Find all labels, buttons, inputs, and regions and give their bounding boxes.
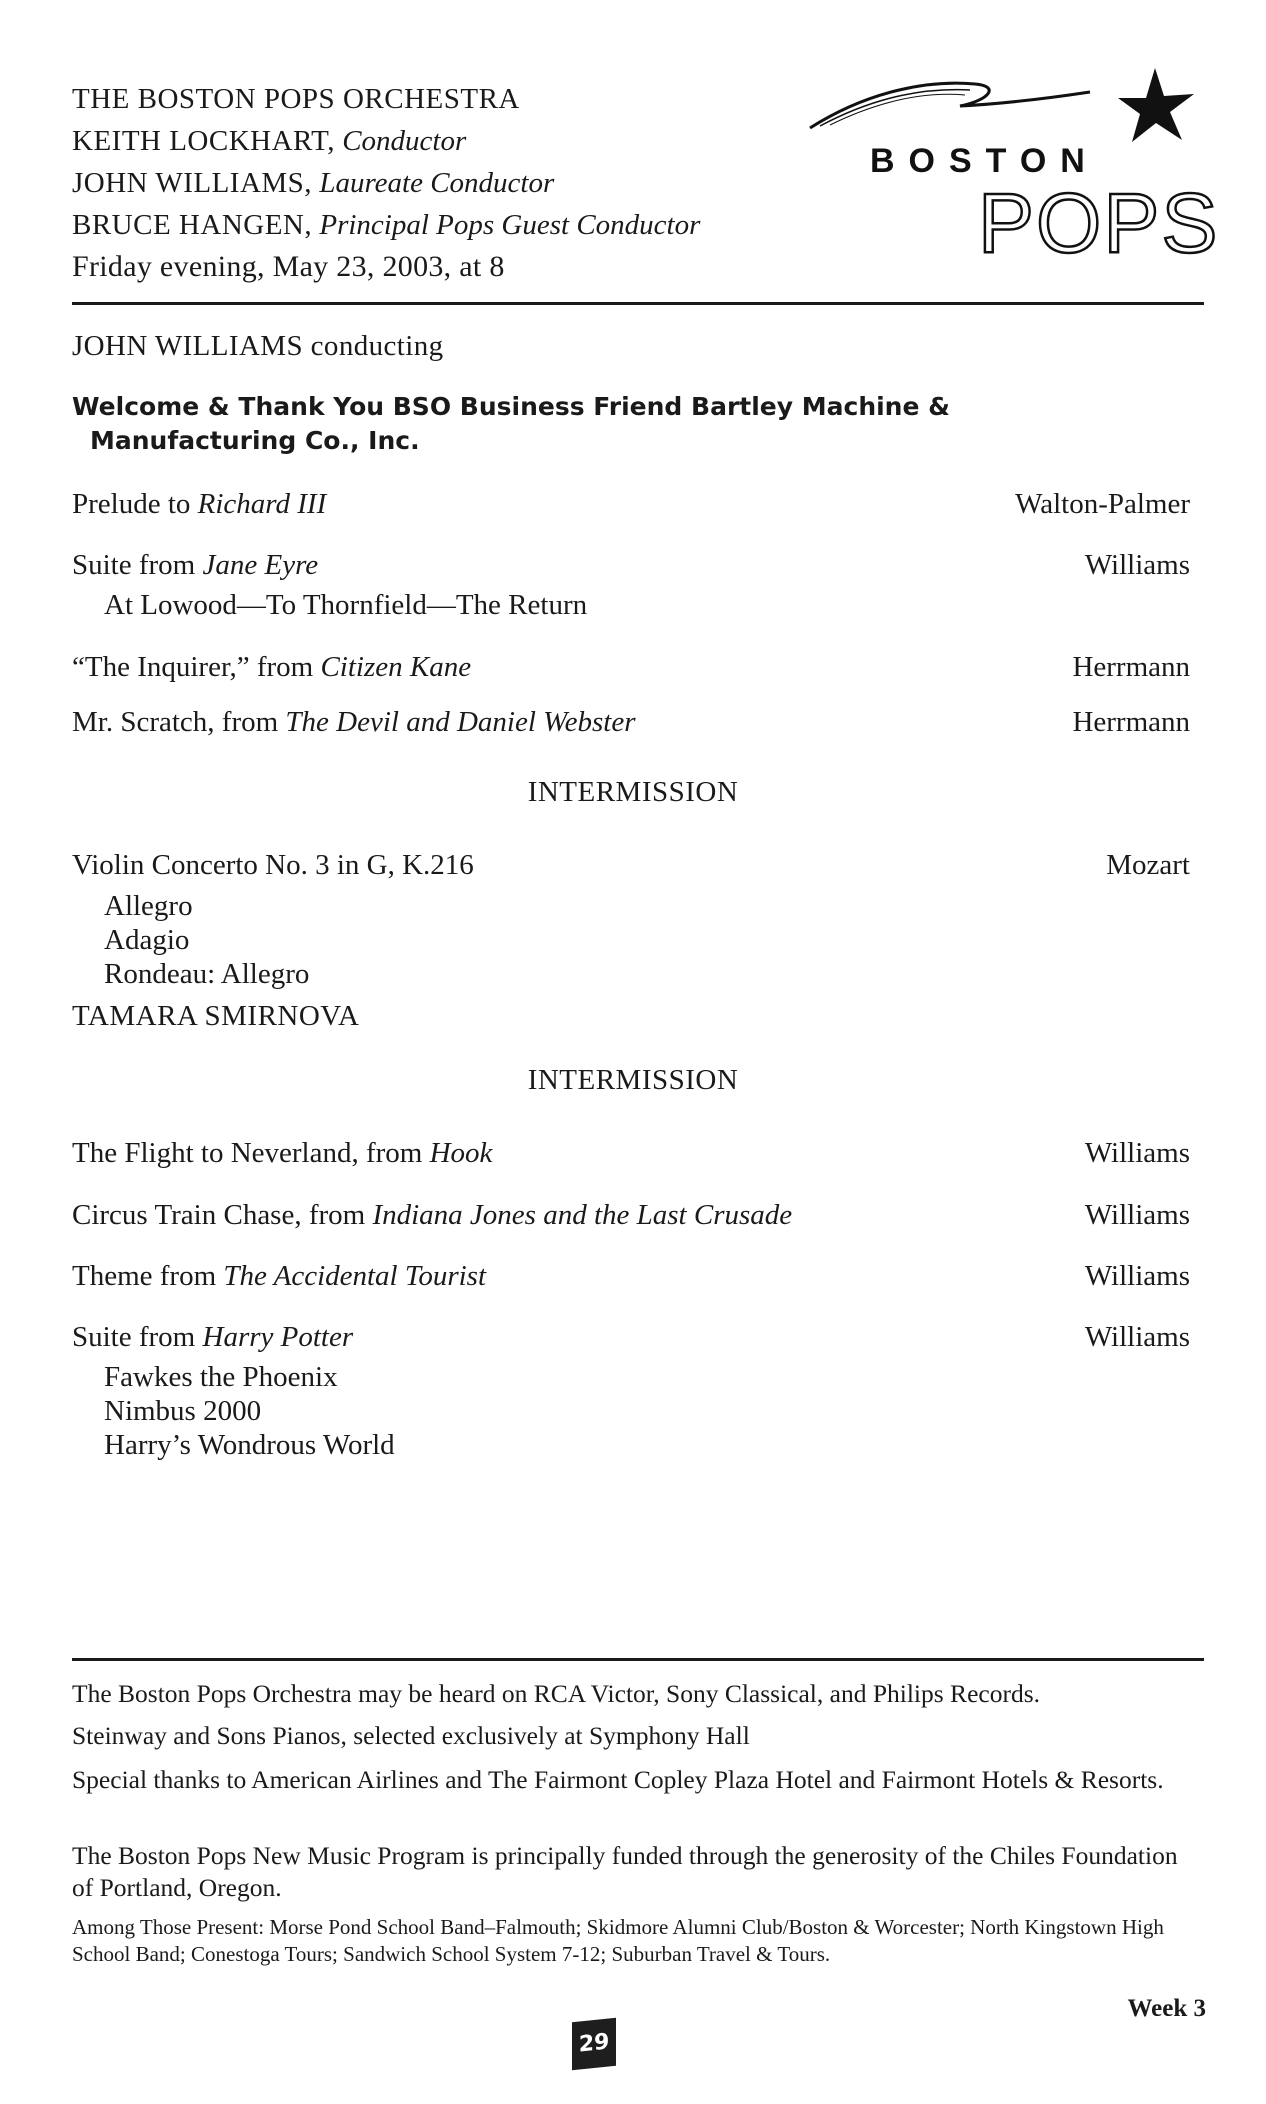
composer: Williams [1084, 1260, 1190, 1292]
composer: Williams [1084, 549, 1190, 581]
program-item: Violin Concerto No. 3 in G, K.216 Mozart Allegro Adagio Rondeau: Allegro TAMARA SMIRNOVA [72, 849, 1190, 1032]
composer: Herrmann [1072, 651, 1190, 683]
concert-date: Friday evening, May 23, 2003, at 8 [72, 250, 505, 283]
movement: Harry’s Wondrous World [104, 1429, 395, 1461]
composer: Williams [1084, 1321, 1190, 1353]
movement: Adagio [104, 924, 190, 956]
records-note: The Boston Pops Orchestra may be heard on RCA Victor, Sony Classical, and Philips Records. [72, 1679, 1040, 1708]
program-item: Mr. Scratch, from The Devil and Daniel Webster Herrmann [72, 706, 1190, 738]
laureate-line: JOHN WILLIAMS, Laureate Conductor [72, 167, 555, 199]
program-item: Prelude to Richard III Walton-Palmer [72, 488, 1190, 520]
composer: Herrmann [1072, 706, 1190, 738]
header [72, 78, 792, 288]
intermission-label: INTERMISSION [527, 776, 739, 808]
program-item: The Flight to Neverland, from Hook Williams [72, 1137, 1190, 1169]
composer: Walton-Palmer [1015, 488, 1190, 520]
composer: Mozart [1106, 849, 1190, 881]
program-item: Suite from Jane Eyre Williams At Lowood—To Thornfield—The Return [72, 549, 1190, 621]
intermission-label: INTERMISSION [527, 1064, 739, 1096]
week-label: Week 3 [1127, 1995, 1206, 2022]
composer: Williams [1084, 1137, 1190, 1169]
thanks-note: Special thanks to American Airlines and The Fairmont Copley Plaza Hotel and Fairmont Hotels & Resorts. [72, 1765, 1164, 1794]
header-divider [72, 302, 1204, 305]
boston-pops-logo [800, 60, 1220, 270]
among-present-note: Among Those Present: Morse Pond School Band–Falmouth; Skidmore Alumni Club/Boston & Worcester; North Kingstown High School Band; Conestoga Tours; Sandwich School System 7-12; Suburban Travel & Tours. [72, 1915, 1164, 1966]
funding-note: The Boston Pops New Music Program is principally funded through the generosity of the Chiles Foundation of Portland, Oregon. [72, 1841, 1178, 1902]
program-item: Circus Train Chase, from Indiana Jones and the Last Crusade Williams [72, 1199, 1190, 1231]
logo-pops-text: POPS [978, 176, 1220, 270]
logo-boston-text: BOSTON [870, 142, 1099, 180]
soloist: TAMARA SMIRNOVA [72, 1000, 360, 1032]
movement: At Lowood—To Thornfield—The Return [104, 589, 588, 621]
program-item: Theme from The Accidental Tourist Williams [72, 1260, 1190, 1292]
movement: Allegro [104, 890, 193, 922]
movement: Nimbus 2000 [104, 1395, 262, 1427]
program-item: Suite from Harry Potter Williams Fawkes the Phoenix Nimbus 2000 Harry’s Wondrous World [72, 1321, 1190, 1461]
guest-conductor-line: BRUCE HANGEN, Principal Pops Guest Conductor [72, 209, 701, 241]
orchestra-name: THE BOSTON POPS ORCHESTRA [72, 83, 520, 115]
pianos-note: Steinway and Sons Pianos, selected exclusively at Symphony Hall [72, 1721, 750, 1750]
footer-divider [72, 1658, 1204, 1661]
movement: Rondeau: Allegro [104, 958, 310, 990]
movement: Fawkes the Phoenix [104, 1361, 338, 1393]
conducting-line: JOHN WILLIAMS conducting [72, 330, 444, 362]
page-number: 29 [572, 2018, 616, 2071]
conductor-line: KEITH LOCKHART, Conductor [72, 125, 467, 157]
composer: Williams [1084, 1199, 1190, 1231]
welcome-message: Welcome & Thank You BSO Business Friend Bartley Machine & Manufacturing Co., Inc. [72, 392, 950, 455]
program-item: “The Inquirer,” from Citizen Kane Herrmann [72, 651, 1190, 683]
